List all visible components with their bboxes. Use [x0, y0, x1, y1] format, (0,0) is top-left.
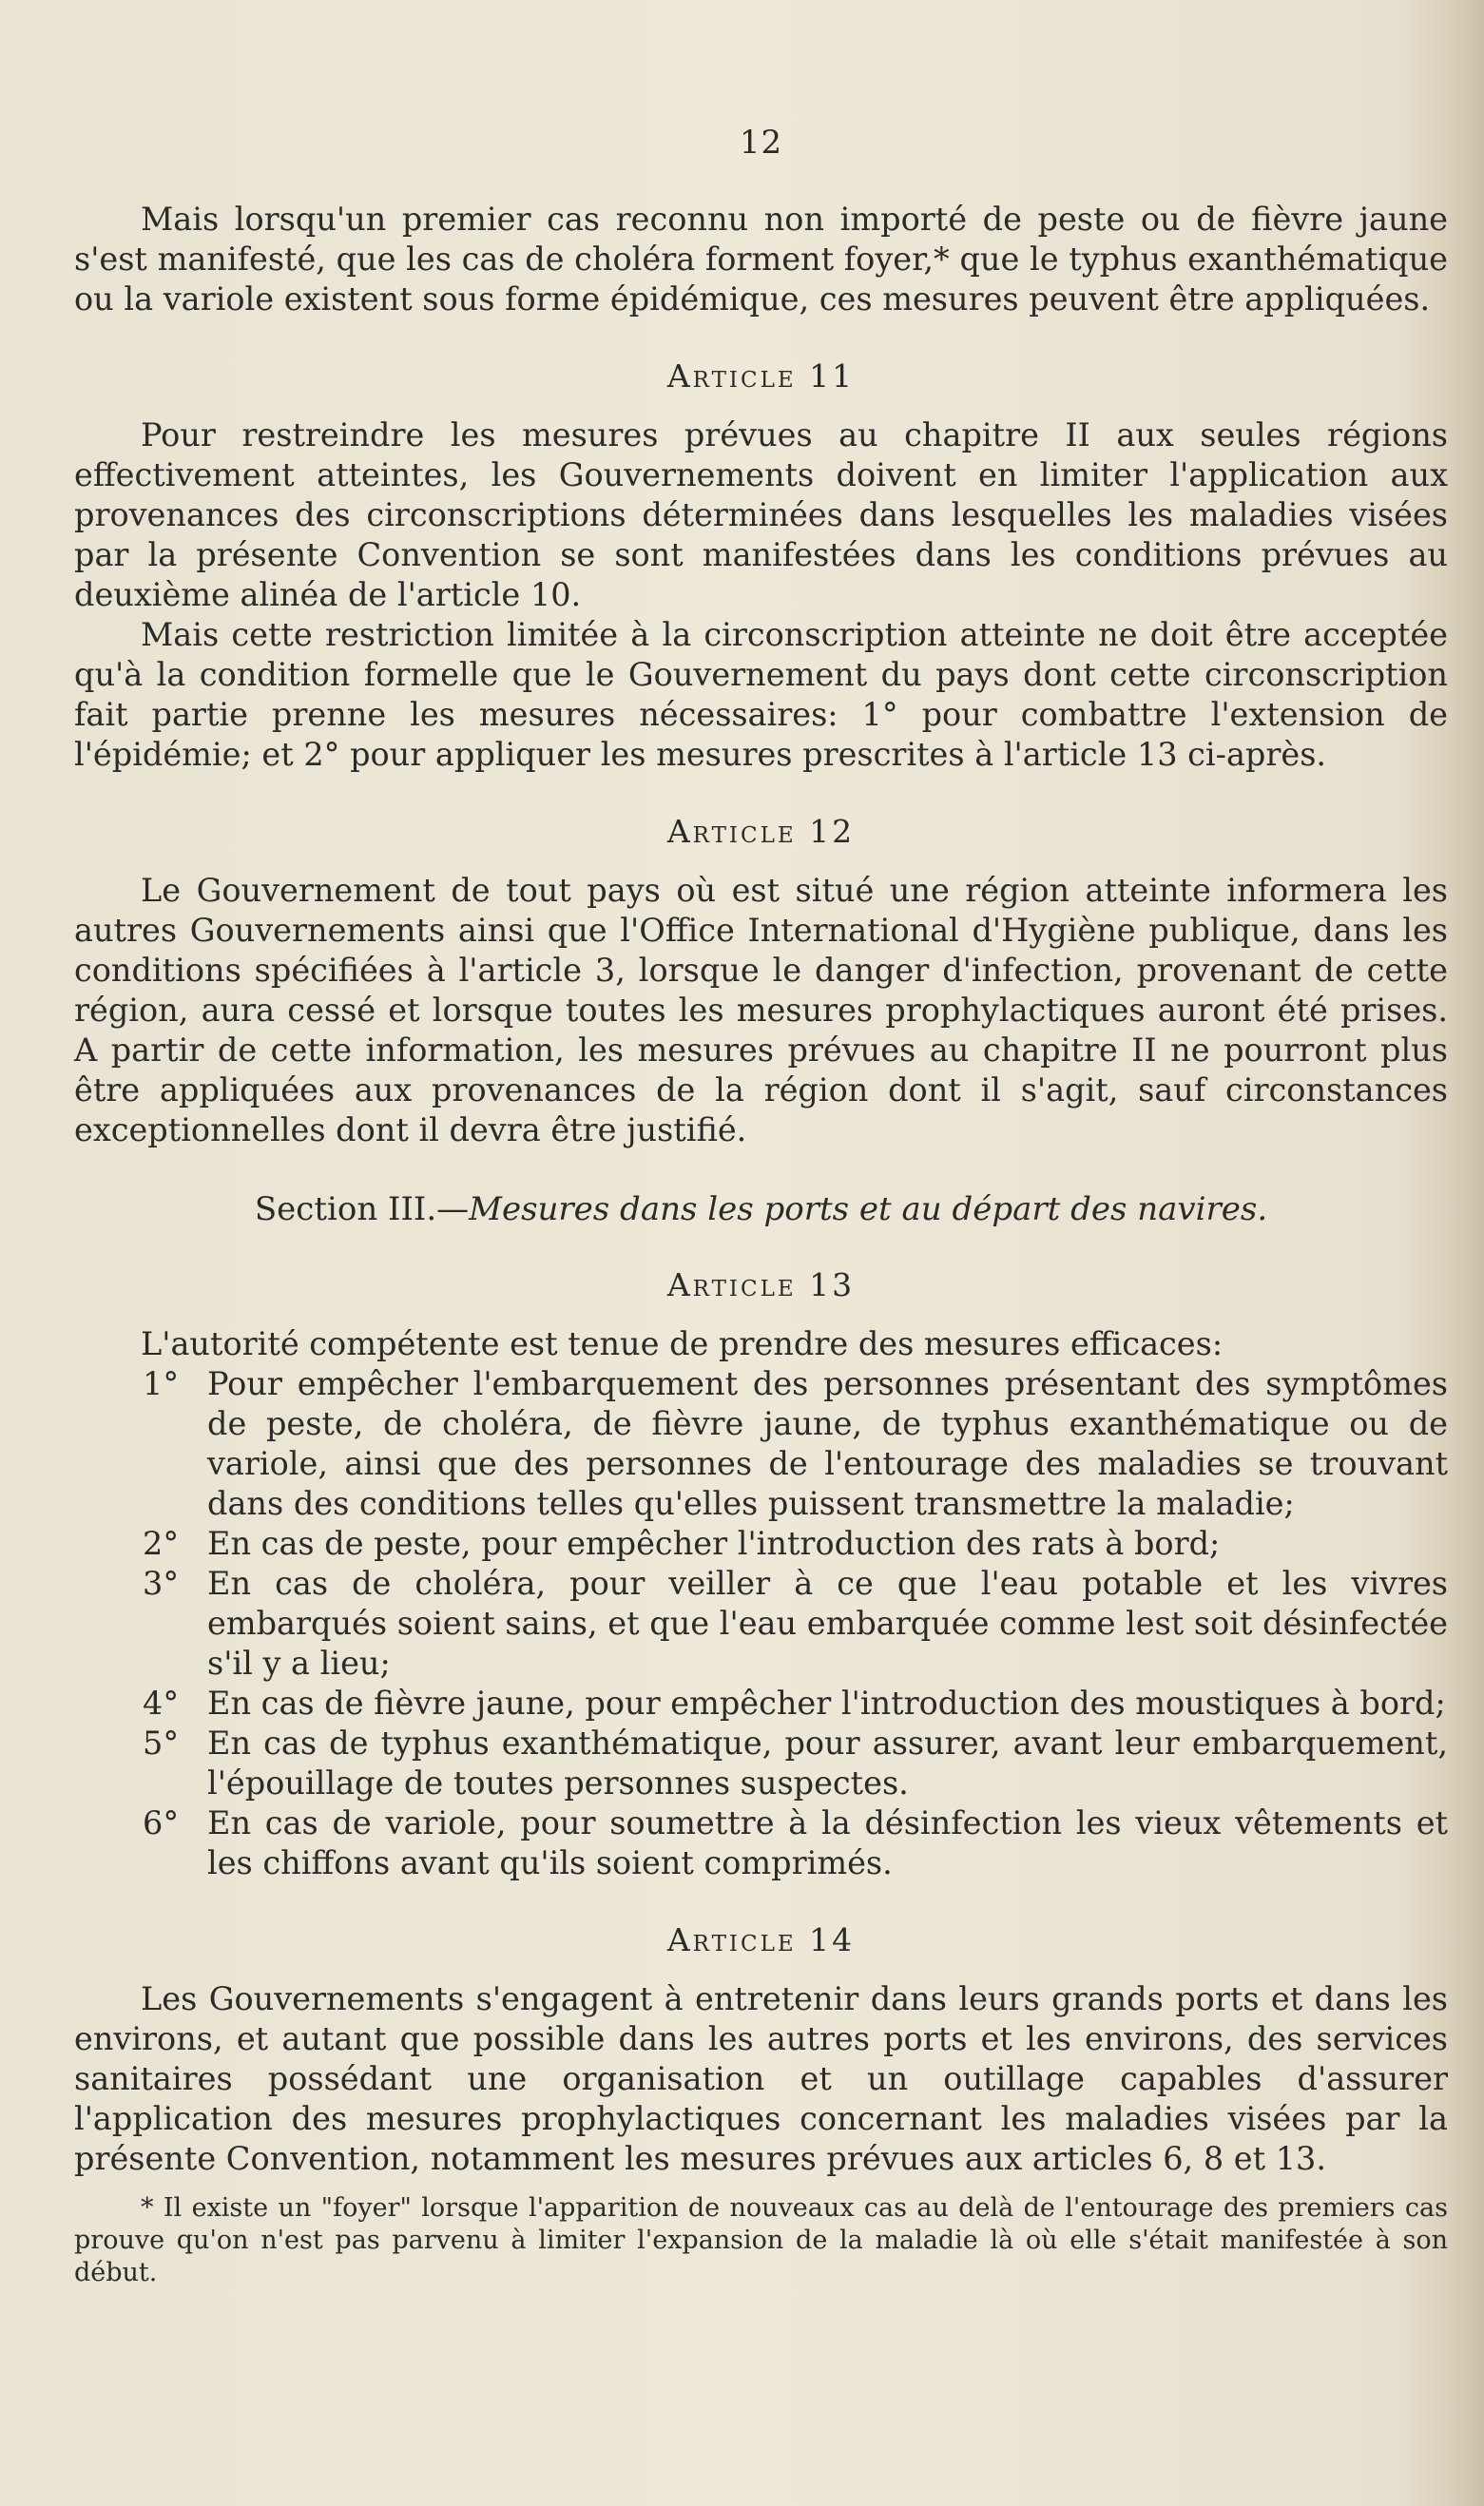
list-item-number: 2° — [143, 1525, 180, 1562]
list-item — [74, 1684, 1448, 1724]
list-item — [74, 1724, 1448, 1803]
article-14-heading: Article 14 — [666, 1921, 856, 1958]
list-item-text: En cas de variole, pour soumettre à la désinfection les vieux vêtements et les chiffons avant qu'ils soient comprimés. — [207, 1804, 1448, 1881]
list-item-text: En cas de typhus exanthématique, pour assurer, avant leur embarquement, l'épouillage de toutes personnes suspectes. — [207, 1725, 1448, 1802]
section-3-prefix: Section III.— — [254, 1190, 470, 1228]
list-item-number: 5° — [143, 1725, 180, 1762]
intro-paragraph: Mais lorsqu'un premier cas reconnu non importé de peste ou de fièvre jaune s'est manifesté, que les cas de choléra forment foyer,* que le typhus exanthématique ou la variole existent sous forme épidémique, ces mesures peuvent être appliquées. — [74, 201, 1448, 318]
article-11-paragraph-2: Mais cette restriction limitée à la circonscription atteinte ne doit être acceptée qu'à la condition formelle que le Gouvernement du pays dont cette circonscription fait partie prenne les mesures nécessaires: 1° pour combattre l'extension de l'épidémie; et 2° pour appliquer les mesures prescrites à l'article 13 ci-après. — [74, 616, 1448, 773]
list-item — [74, 1364, 1448, 1524]
list-item — [74, 1803, 1448, 1883]
article-11-paragraph-1: Pour restreindre les mesures prévues au chapitre II aux seules régions effectivement atteintes, les Gouvernements doivent en limiter l'application aux provenances des circonscriptions déterminées dans lesquelles les maladies visées par la présente Convention se sont manifestées dans les conditions prévues au deuxième alinéa de l'article 10. — [74, 416, 1448, 613]
page-content — [74, 124, 1448, 2289]
section-3-title — [74, 1190, 1448, 1228]
article-11-heading: Article 11 — [666, 357, 856, 395]
list-item-number: 1° — [143, 1365, 180, 1402]
page-number: 12 — [739, 124, 783, 162]
list-item-text: En cas de peste, pour empêcher l'introduction des rats à bord; — [207, 1525, 1221, 1562]
article-12-heading: Article 12 — [666, 813, 856, 850]
list-item-text: Pour empêcher l'embarquement des personnes présentant des symptômes de peste, de choléra, de fièvre jaune, de typhus exanthématique ou de variole, ainsi que des personnes de l'entourage des maladies se trouvant dans des conditions telles qu'elles puissent transmettre la maladie; — [207, 1365, 1448, 1522]
list-item-text: En cas de fièvre jaune, pour empêcher l'introduction des moustiques à bord; — [207, 1685, 1446, 1722]
article-14-paragraph-1: Les Gouvernements s'engagent à entretenir dans leurs grands ports et dans les environs, et autant que possible dans les autres ports et les environs, des services sanitaires possédant une organisation et un outillage capables d'assurer l'application des mesures prophylactiques concernant les maladies visées par la présente Convention, notamment les mesures prévues aux articles 6, 8 et 13. — [74, 1980, 1448, 2177]
list-item-number: 3° — [143, 1565, 180, 1602]
article-12-paragraph-1: Le Gouvernement de tout pays où est situé une région atteinte informera les autres Gouvernements ainsi que l'Office International d'Hygiène publique, dans les conditions spécifiées à l'article 3, lorsque le danger d'infection, provenant de cette région, aura cessé et lorsque toutes les mesures prophylactiques auront été prises. A partir de cette information, les mesures prévues au chapitre II ne pourront plus être appliquées aux provenances de la région dont il s'agit, sauf circonstances exceptionnelles dont il devra être justifié. — [74, 872, 1448, 1148]
article-13-list — [74, 1364, 1448, 1883]
list-item-text: En cas de choléra, pour veiller à ce que l'eau potable et les vivres embarqués soient sains, et que l'eau embarquée comme lest soit désinfectée s'il y a lieu; — [207, 1565, 1448, 1682]
list-item — [74, 1564, 1448, 1684]
list-item-number: 6° — [143, 1804, 180, 1841]
article-13-intro: L'autorité compétente est tenue de prendre des mesures efficaces: — [141, 1325, 1224, 1362]
article-13-heading: Article 13 — [666, 1266, 856, 1303]
footnote: * Il existe un "foyer" lorsque l'apparition de nouveaux cas au delà de l'entourage des premiers cas prouve qu'on n'est pas parvenu à limiter l'expansion de la maladie là où elle s'était manifestée à son début. — [74, 2193, 1448, 2287]
list-item — [74, 1524, 1448, 1564]
section-3-title-text: Mesures dans les ports et au départ des navires. — [469, 1190, 1268, 1228]
list-item-number: 4° — [143, 1685, 180, 1722]
